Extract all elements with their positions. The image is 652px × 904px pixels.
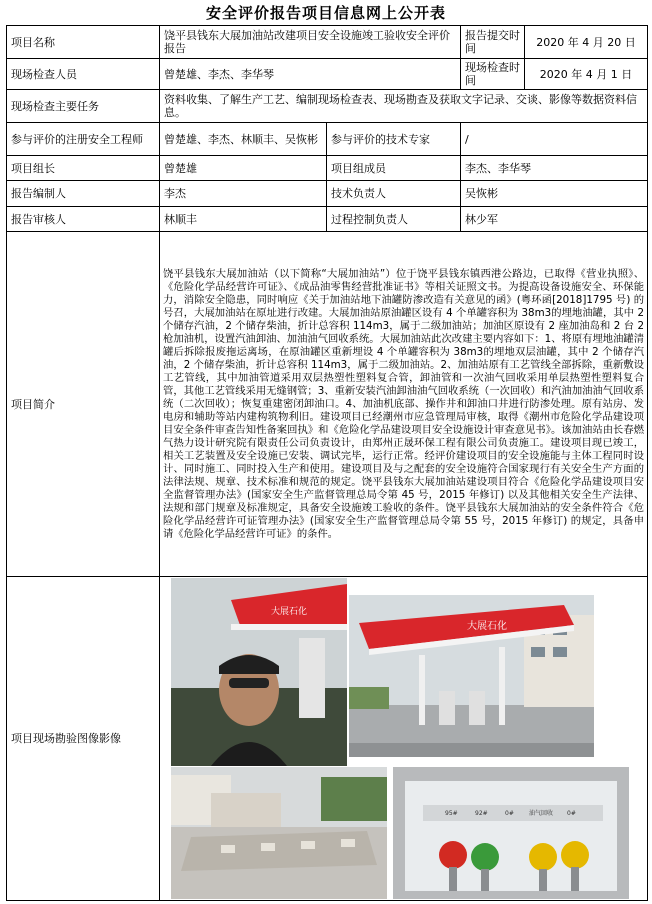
process-control-label: 过程控制负责人	[327, 207, 461, 232]
row-tasks	[7, 90, 648, 123]
row-compiler	[7, 181, 648, 207]
inspect-time-value: 2020 年 4 月 1 日	[525, 59, 648, 90]
station-sign-text: 大展石化	[467, 621, 507, 632]
leader-value: 曾楚雄	[160, 156, 327, 181]
inspectors-label: 现场检查人员	[7, 59, 160, 90]
project-name-value: 饶平县钱东大展加油站改建项目安全设施竣工验收安全评价报告	[160, 26, 461, 59]
tasks-value: 资料收集、了解生产工艺、编制现场检查表、现场勘查及获取文字记录、交谈、影像等数据资料信息。	[160, 90, 648, 123]
leader-label: 项目组长	[7, 156, 160, 181]
experts-value: /	[461, 123, 648, 156]
tech-lead-value: 吴恢彬	[461, 181, 648, 207]
valve-tag-1: 95#	[445, 810, 458, 817]
tech-lead-label: 技术负责人	[327, 181, 461, 207]
summary-value: 饶平县钱东大展加油站（以下简称“大展加油站”）位于饶平县钱东镇西港公路边，已取得《营业执照》、《危险化学品经营许可证》、《成品油零售经营批准证书》等相关证照文书。为提高设备设施安全、环保能力，消除安全隐患，同时响应《关于加油站地下油罐防渗改造有关意见的函》(粤环函[2018]1795 号) 的号召，大展加油站在原址进行改建。大展加油站原油罐区设有 4 个单罐容积为 38m3的埋地油罐，其中 2 个储存汽油，2 个储存柴油，折计总容积 114m3，属于二级加油站；加油区原设有 2 座加油岛和 2 台 2 枪加油机，设置汽油卸油、加油油气回收系统。大展加油站此次改建主要内容如下：1、将原有埋地油罐清罐后拆除报废拖运离场，在原油罐区重新埋设 4 个单罐容积为 38m3的埋地双层油罐，其中 2 个储存汽油，2 个储存柴油，折计总容积 114m3，属于二级加油站。2、加油站原有工艺管线全部拆除，重新敷设工艺管线，其中加油管道采用双层热塑性塑料复合管，卸油管和一次油气回收采用单层热塑性塑料复合管，其他工艺管线采用无缝钢管；3、重新安装汽油卸油油气回收系统（一次回收）和汽油加油油气回收系统（二次回收）；恢复重建密闭卸油口。4、加油机底部、操作井和卸油口井进行防渗处理。原有站房、发电房和辅助等站内建构筑物利旧。建设项目已经潮州市应急管理局审核，取得《潮州市危险化学品建设项目安全条件审查告知性备案回执》和《危险化学品建设项目安全设施设计审查意见书》。该加油站由长春燃气热力设计研究院有限责任公司负责设计，由郑州正晟环保工程有限公司负责施工。建设项目现已竣工，相关工艺装置及安全设施已安装、调试完毕，运行正常。经评价建设项目的安全设施能与主体工程同时设计、同时施工、同时投入生产和使用。建设项目及与之配套的安全设施符合国家现行有关安全生产方面的法律法规、规章、技术标准和规范的规定。饶平县钱东大展加油站建设项目符合《危险化学品建设项目安全监督管理办法》(国家安全生产监督管理总局令第 45 号，2015 年修订) 以及其他相关安全生产法律、法规和部门规章及标准规定，具备安全设施竣工验收的条件。饶平县钱东大展加油站的安全条件符合《危险化学品经营许可证管理办法》(国家安全生产监督管理总局令第 55 号，2015 年修订) 的规定，具备申请《危险化学品经营许可证》的条件。	[160, 232, 648, 577]
engineers-label: 参与评价的注册安全工程师	[7, 123, 160, 156]
row-engineers	[7, 123, 648, 156]
members-value: 李杰、李华琴	[461, 156, 648, 181]
valve-tag-3: 0#	[505, 810, 514, 817]
reviewer-label: 报告审核人	[7, 207, 160, 232]
photo-station-overview	[349, 595, 594, 757]
row-reviewer	[7, 207, 648, 232]
tasks-label: 现场检查主要任务	[7, 90, 160, 123]
compiler-label: 报告编制人	[7, 181, 160, 207]
inspectors-value: 曾楚雄、李杰、李华琴	[160, 59, 461, 90]
row-leader	[7, 156, 648, 181]
info-table	[6, 25, 648, 901]
photo-tank-area	[171, 767, 387, 899]
submit-time-label: 报告提交时间	[461, 26, 525, 59]
photos-label: 项目现场勘验图像影像	[7, 577, 160, 901]
project-name-label: 项目名称	[7, 26, 160, 59]
canopy-sign-text: 大展石化	[271, 607, 308, 617]
experts-label: 参与评价的技术专家	[327, 123, 461, 156]
members-label: 项目组成员	[327, 156, 461, 181]
valve-tag-5: 0#	[567, 810, 576, 817]
photos-cell	[160, 577, 648, 901]
row-photos	[7, 577, 648, 901]
submit-time-value: 2020 年 4 月 20 日	[525, 26, 648, 59]
row-project-name	[7, 26, 648, 59]
valve-tag-4: 油气回收	[529, 810, 554, 817]
row-summary	[7, 232, 648, 577]
process-control-value: 林少军	[461, 207, 648, 232]
reviewer-value: 林顺丰	[160, 207, 327, 232]
summary-label: 项目简介	[7, 232, 160, 577]
inspect-time-label: 现场检查时间	[461, 59, 525, 90]
page-title: 安全评价报告项目信息网上公开表	[205, 4, 446, 22]
engineers-value: 曾楚雄、李杰、林顺丰、吴恢彬	[160, 123, 327, 156]
photo-person-selfie	[171, 578, 347, 766]
compiler-value: 李杰	[160, 181, 327, 207]
row-inspectors	[7, 59, 648, 90]
valve-tag-2: 92#	[475, 810, 488, 817]
photo-unload-valves	[393, 767, 629, 899]
